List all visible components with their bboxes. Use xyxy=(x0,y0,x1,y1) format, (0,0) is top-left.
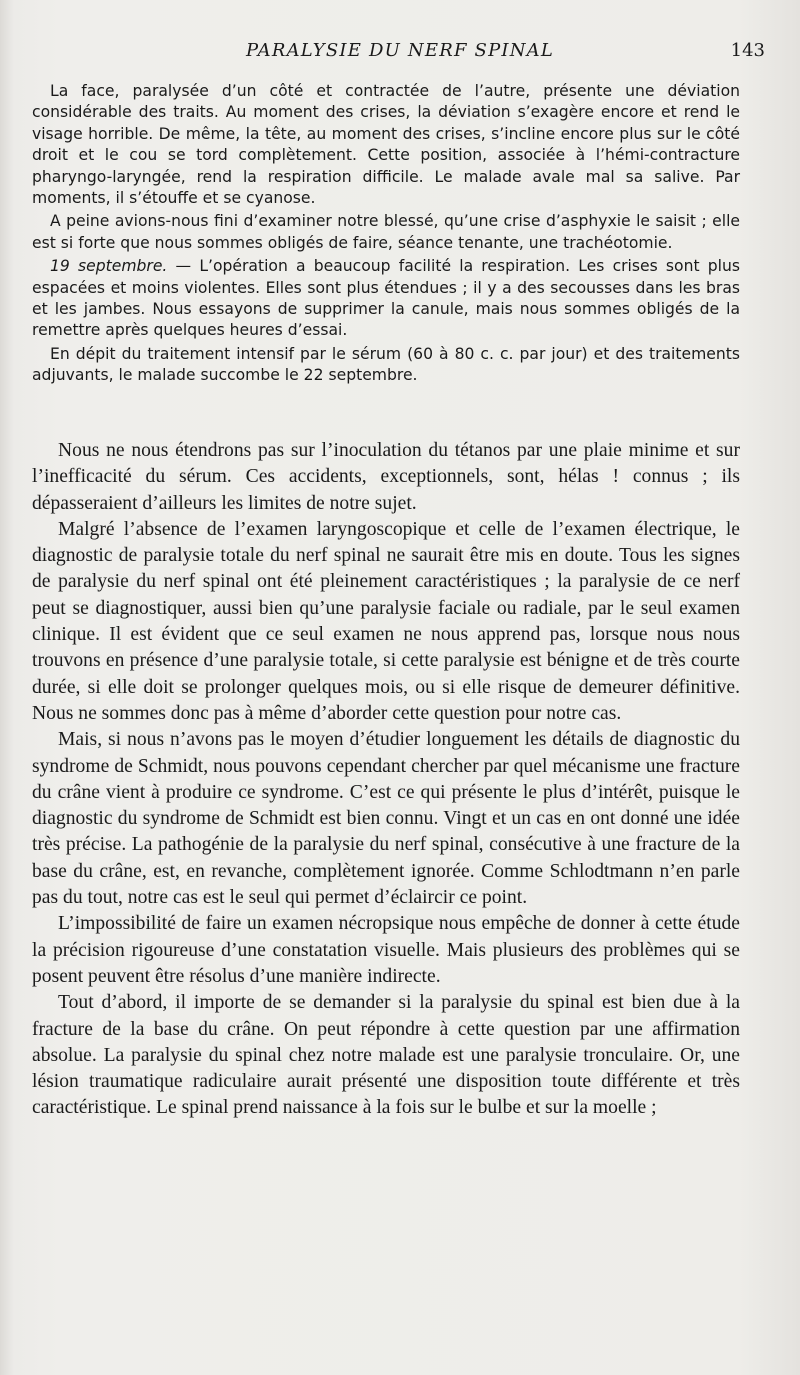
page-number: 143 xyxy=(730,40,765,61)
discussion-paragraph-1: Nous ne nous étendrons pas sur l’inoculation du tétanos par une plaie minime et sur l’inefficacité du sérum. Ces accidents, exceptionnels, sont, hélas ! connus ; ils dépasseraient d’ailleurs les limites de notre sujet. xyxy=(32,440,740,514)
case-paragraph-3-text: L’opération a beaucoup facilité la respiration. Les crises sont plus espacées et moins violentes. Elles sont plus étendues ; il y a des secousses dans les bras et les jambes. Nous essayons de supprimer la canule, mais nous sommes obligés de la remettre après quelques heures d’essai. xyxy=(32,257,740,340)
case-report xyxy=(32,81,740,387)
discussion-paragraph-3: Mais, si nous n’avons pas le moyen d’étudier longuement les détails de diagnostic du syndrome de Schmidt, nous pouvons cependant chercher par quel mécanisme une fracture du crâne vient à produire ce syndrome. C’est ce qui présente le plus d’intérêt, puisque le diagnostic du syndrome de Schmidt est bien connu. Vingt et un cas en ont donné une idée très précise. La pathogénie de la paralysie du nerf spinal, consécutive à une fracture de la base du crâne, est, en revanche, complètement ignorée. Comme Schlodtmann n’en parle pas du tout, notre cas est le seul qui permet d’éclaircir ce point. xyxy=(32,729,740,909)
discussion-paragraph-4: L’impossibilité de faire un examen nécropsique nous empêche de donner à cette étude la précision rigoureuse d’une constatation visuelle. Mais plusieurs des problèmes qui se posent peuvent être résolus d’une manière indirecte. xyxy=(32,913,740,987)
discussion xyxy=(32,438,740,1122)
case-paragraph-4: En dépit du traitement intensif par le sérum (60 à 80 c. c. par jour) et des traitements adjuvants, le malade succombe le 22 septembre. xyxy=(32,344,740,385)
running-title: PARALYSIE DU NERF SPINAL xyxy=(245,40,555,61)
case-paragraph-2: A peine avions-nous fini d’examiner notre blessé, qu’une crise d’asphyxie le saisit ; elle est si forte que nous sommes obligés de faire, séance tenante, une trachéotomie. xyxy=(32,212,740,252)
case-paragraph-1: La face, paralysée d’un côté et contractée de l’autre, présente une déviation considérable des traits. Au moment des crises, la déviation s’exagère encore et rend le visage horrible. De même, la tête, au moment des crises, s’incline encore plus sur le côté droit et le cou se tord complètement. Cette position, associée à l’hémi-contracture pharyngo-laryngée, rend la respiration difficile. Le malade avale mal sa salive. Par moments, il s’étouffe et se cyanose. xyxy=(32,82,740,208)
page-header xyxy=(0,40,800,64)
case-date: 19 septembre. xyxy=(50,257,168,276)
case-paragraph-3: 19 septembre. — L’opération a beaucoup facilité la respiration. Les crises sont plus espacées et moins violentes. Elles sont plus étendues ; il y a des secousses dans les bras et les jambes. Nous essayons de supprimer la canule, mais nous sommes obligés de la remettre après quelques heures d’essai. xyxy=(32,257,740,340)
discussion-paragraph-2: Malgré l’absence de l’examen laryngoscopique et celle de l’examen électrique, le diagnostic de paralysie totale du nerf spinal ne saurait être mis en doute. Tous les signes de paralysie du nerf spinal ont été pleinement caractéristiques ; la paralysie de ce nerf peut se diagnostiquer, aussi bien qu’une paralysie faciale ou radiale, par le seul examen clinique. Il est évident que ce seul examen ne nous apprend pas, lorsque nous nous trouvons en présence d’une paralysie totale, si cette paralysie est bénigne et de très courte durée, si elle doit se prolonger quelques mois, ou si elle risque de demeurer définitive. Nous ne sommes donc pas à même d’aborder cette question pour notre cas. xyxy=(32,518,740,724)
discussion-paragraph-5: Tout d’abord, il importe de se demander si la paralysie du spinal est bien due à la fracture de la base du crâne. On peut répondre à cette question par une affirmation absolue. La paralysie du spinal chez notre malade est une paralysie tronculaire. Or, une lésion traumatique radiculaire aurait présenté une disposition toute différente et très caractéristique. Le spinal prend naissance à la fois sur le bulbe et sur la moelle ; xyxy=(32,992,740,1119)
